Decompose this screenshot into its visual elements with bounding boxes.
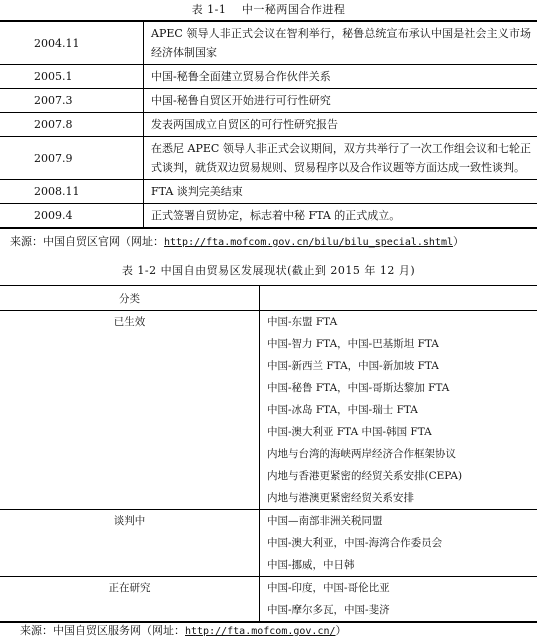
table-row — [0, 21, 537, 65]
row-date: 2005.1 — [0, 65, 144, 89]
row-event: 中国-秘鲁自贸区开始进行可行性研究 — [144, 89, 537, 113]
row-date: 2008.11 — [0, 180, 144, 204]
row-date: 2007.3 — [0, 89, 144, 113]
agreement-item: 内地与香港更紧密的经贸关系安排(CEPA) — [267, 470, 463, 482]
agreement-item: 中国-智力 FTA，中国-巴基斯坦 FTA — [267, 338, 439, 350]
category-row — [0, 311, 537, 510]
row-event: 在悉尼 APEC 领导人非正式会议期间，双方共举行了一次工作组会议和七轮正式谈判，就货双边贸易规则、贸易程序以及合作议题等方面达成一致性谈判。 — [144, 137, 537, 180]
row-event: 中国-秘鲁全面建立贸易合作伙伴关系 — [144, 65, 537, 89]
agreement-item: 中国-挪威，中日韩 — [267, 559, 355, 571]
source-suffix: ） — [452, 235, 464, 248]
source-link[interactable]: http://fta.mofcom.gov.cn/ — [185, 626, 336, 637]
agreement-list — [260, 577, 537, 623]
source-prefix: 来源：中国自贸区服务网（网址： — [20, 624, 185, 637]
row-date: 2009.4 — [0, 204, 144, 229]
agreement-item: 中国-摩尔多瓦，中国-斐济 — [267, 604, 390, 616]
agreement-item: 内地与港澳更紧密经贸关系安排 — [267, 492, 414, 504]
category-cell — [0, 577, 260, 623]
row-date: 2007.9 — [0, 137, 144, 180]
table2-caption: 表 1-2 中国自由贸易区发展现状(截止到 2015 年 12 月) — [121, 264, 416, 277]
row-event: FTA 谈判完美结束 — [144, 180, 537, 204]
category-row — [0, 510, 537, 577]
category-label: 正在研究 — [108, 582, 151, 594]
category-label: 已生效 — [113, 316, 146, 328]
agreement-list — [260, 510, 537, 577]
table1-source — [10, 233, 464, 249]
items-header — [260, 286, 537, 311]
table2-source — [20, 622, 347, 638]
category-label: 谈判中 — [113, 515, 146, 527]
agreement-item: 中国-澳大利亚，中国-海湾合作委员会 — [267, 537, 443, 549]
row-date: 2004.11 — [34, 36, 80, 50]
row-event: 发表两国成立自贸区的可行性研究报告 — [144, 113, 537, 137]
agreement-item: 中国-澳大利亚 FTA 中国-韩国 FTA — [267, 426, 432, 438]
agreement-item: 中国-东盟 FTA — [267, 316, 338, 328]
cooperation-timeline-table — [0, 20, 537, 229]
agreement-list — [260, 311, 537, 510]
category-header: 分类 — [0, 286, 260, 311]
table-row — [0, 113, 537, 137]
category-cell — [0, 510, 260, 577]
table1-caption: 表 1-1 中一秘两国合作进程 — [191, 3, 346, 16]
table-row — [0, 65, 537, 89]
agreement-item: 中国-新西兰 FTA，中国-新加坡 FTA — [267, 360, 439, 372]
source-suffix: ） — [335, 624, 347, 637]
table-row — [0, 180, 537, 204]
fta-status-table — [0, 285, 537, 623]
row-event: 正式签署自贸协定，标志着中秘 FTA 的正式成立。 — [144, 204, 537, 229]
source-link[interactable]: http://fta.mofcom.gov.cn/bilu/bilu_special.shtml — [164, 237, 453, 248]
row-date: 2007.8 — [0, 113, 144, 137]
agreement-item: 中国-印度，中国-哥伦比亚 — [267, 582, 390, 594]
agreement-item: 中国-秘鲁 FTA，中国-哥斯达黎加 FTA — [267, 382, 450, 394]
table-header-row — [0, 286, 537, 311]
table-row — [0, 137, 537, 180]
source-prefix: 来源：中国自贸区官网（网址： — [10, 235, 164, 248]
row-event: APEC 领导人非正式会议在智利举行，秘鲁总统宣布承认中国是社会主义市场经济体制国家 — [144, 21, 537, 65]
category-row — [0, 577, 537, 623]
category-cell — [0, 311, 260, 510]
agreement-item: 中国—南部非洲关税同盟 — [267, 515, 383, 527]
table-row — [0, 204, 537, 229]
agreement-item: 中国-冰岛 FTA，中国-瑞士 FTA — [267, 404, 418, 416]
table-row — [0, 89, 537, 113]
agreement-item: 内地与台湾的海峡两岸经济合作框架协议 — [267, 448, 456, 460]
